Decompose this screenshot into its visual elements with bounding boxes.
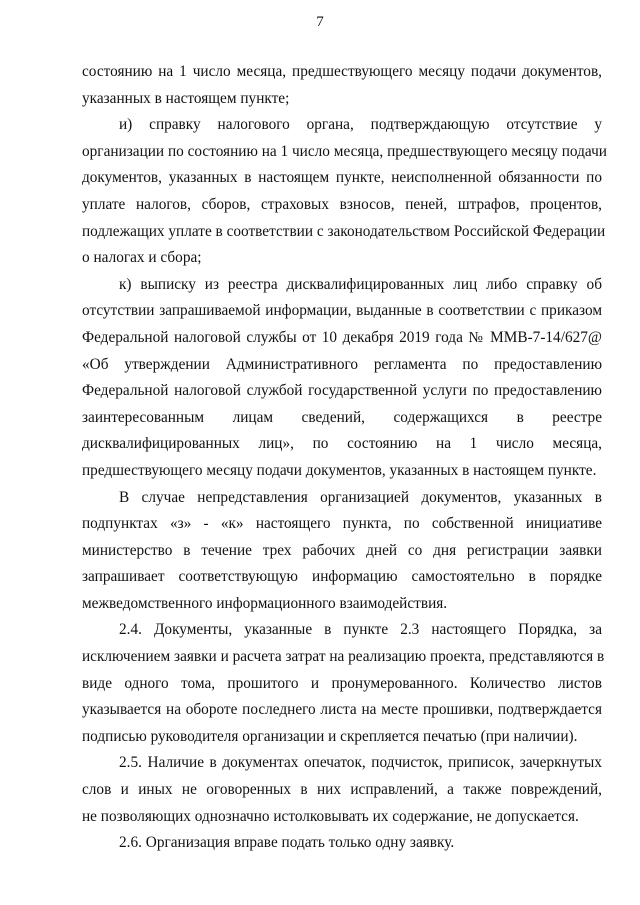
text-line: виде одного тома, прошитого и пронумерованного. Количество листов (82, 674, 602, 692)
text-line: 2.5. Наличие в документах опечаток, подчисток, приписок, зачеркнутых (119, 754, 602, 772)
page-number: 7 (316, 14, 324, 30)
text-line: документов, указанных в настоящем пункте, неисполненной обязанности по (82, 169, 602, 187)
text-line: и) справку налогового органа, подтверждающую отсутствие у (119, 116, 602, 134)
text-line: подлежащих уплате в соответствии с законодательством Российской Федерации (82, 222, 606, 240)
text-line: указанных в настоящем пункте; (82, 89, 290, 107)
text-line: запрашивает соответствующую информацию самостоятельно в порядке (82, 568, 602, 586)
text-line: подписью руководителя организации и скрепляется печатью (при наличии). (82, 727, 578, 745)
text-line: межведомственного информационного взаимодействия. (82, 594, 448, 612)
document-body (82, 59, 607, 857)
paragraph-cont (82, 59, 602, 112)
text-line: состоянию на 1 число месяца, предшествующего месяцу подачи документов, (82, 63, 602, 80)
paragraph-p2-4 (82, 617, 605, 750)
text-line: слов и иных не оговоренных в них исправлений, а также повреждений, (82, 781, 602, 799)
text-line: о налогах и сбора; (82, 249, 202, 267)
paragraph-item-i (82, 112, 607, 272)
text-line: 2.4. Документы, указанные в пункте 2.3 настоящего Порядка, за (119, 621, 602, 639)
text-line: уплате налогов, сборов, страховых взносов, пеней, штрафов, процентов, (82, 195, 602, 213)
text-line: организации по состоянию на 1 число месяца, предшествующего месяцу подачи (82, 142, 607, 160)
text-line: дисквалифицированных лиц», по состоянию на 1 число месяца, (82, 435, 602, 453)
text-line: Федеральной налоговой службы от 10 декабря 2019 года № ММВ-7-14/627@ (82, 328, 602, 346)
text-line: подпунктах «з» - «к» настоящего пункта, по собственной инициативе (82, 515, 602, 533)
text-line: министерство в течение трех рабочих дней со дня регистрации заявки (82, 541, 602, 559)
text-line: В случае непредставления организацией документов, указанных в (119, 488, 602, 506)
text-line: заинтересованным лицам сведений, содержащихся в реестре (82, 408, 602, 426)
paragraph-item-k (82, 272, 602, 485)
text-line: указывается на обороте последнего листа на месте прошивки, подтверждается (82, 701, 602, 719)
paragraph-nonsubmission (82, 485, 602, 618)
text-line: предшествующего месяцу подачи документов, указанных в настоящем пункте. (82, 461, 597, 479)
text-line: не позволяющих однозначно истолковывать их содержание, не допускается. (82, 807, 579, 825)
text-line: отсутствии запрашиваемой информации, выданные в соответствии с приказом (82, 302, 602, 320)
text-line: исключением заявки и расчета затрат на реализацию проекта, представляются в (82, 648, 605, 666)
paragraph-p2-5 (82, 750, 602, 830)
text-line: Федеральной налоговой службой государственной услуги по предоставлению (82, 382, 602, 400)
text-line: 2.6. Организация вправе подать только одну заявку. (119, 834, 455, 852)
text-line: «Об утверждении Административного регламента по предоставлению (82, 355, 602, 373)
paragraph-p2-6 (82, 830, 602, 857)
text-line: к) выписку из реестра дисквалифицированных лиц либо справку об (119, 275, 602, 293)
